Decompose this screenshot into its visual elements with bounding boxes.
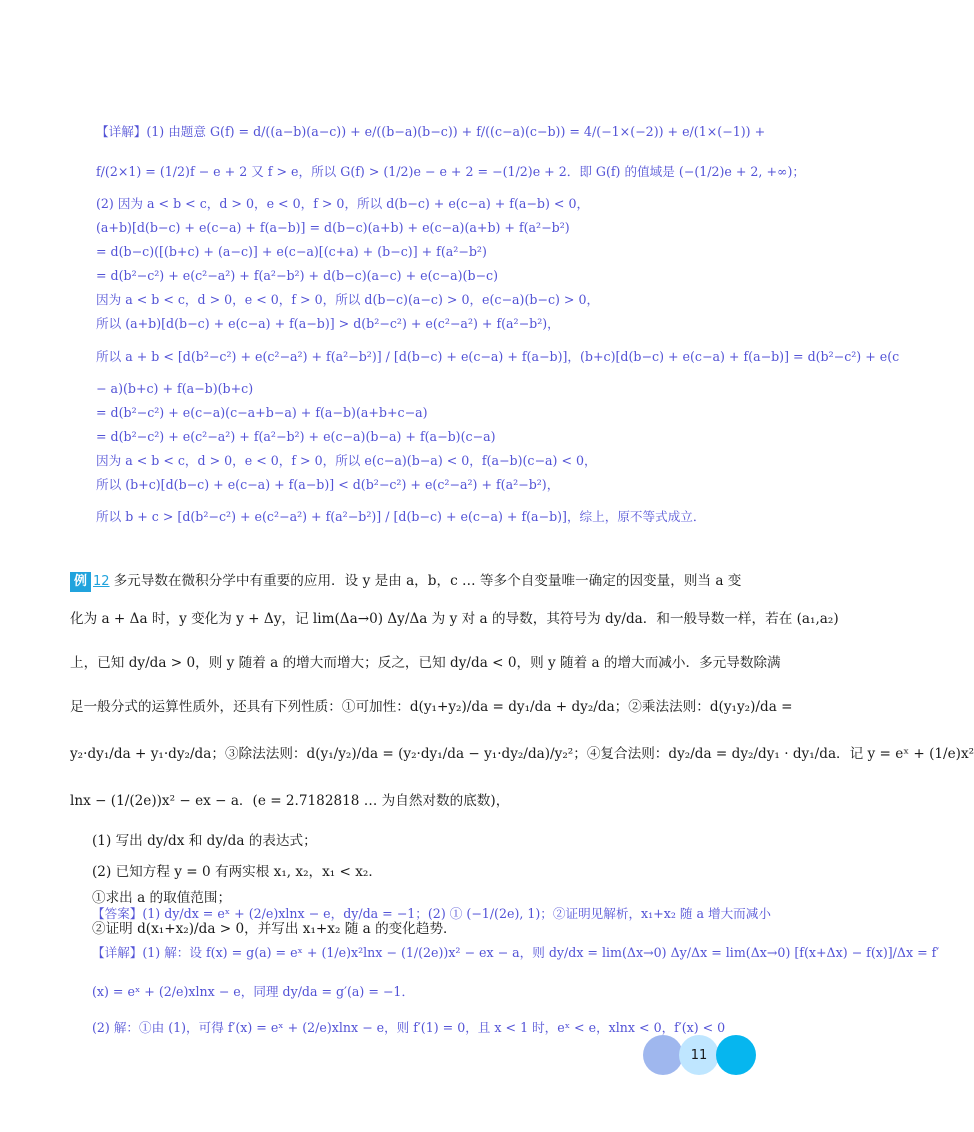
solution-line: 所以 b + c > [d(b²−c²) + e(c²−a²) + f(a²−b²)] / [d(b−c) + e(c−a) + f(a−b)]，综上，原不等式成立．: [96, 509, 706, 525]
page-deco-circle-left: [643, 1035, 683, 1075]
solution-line: 所以 a + b < [d(b²−c²) + e(c²−a²) + f(a²−b²)] / [d(b−c) + e(c−a) + f(a−b)]，(b+c)[d(b−c) + e(c−a) + f(a−b)] = d(b²−c²) + e(c: [96, 348, 900, 364]
page-deco-circle-right: [716, 1035, 756, 1075]
question-line: ②证明 d(x₁+x₂)/da > 0，并写出 x₁+x₂ 随 a 的变化趋势．: [92, 921, 457, 937]
solution-line: − a)(b+c) + f(a−b)(b+c): [96, 380, 254, 396]
example-line: 足一般分式的运算性质外，还具有下列性质：①可加性：d(y₁+y₂)/da = dy₁/da + dy₂/da；②乘法法则：d(y₁y₂)/da =: [70, 699, 793, 715]
example-text: 多元导数在微积分学中有重要的应用．设 y 是由 a，b，c … 等多个自变量唯一确定的因变量，则当 a 变: [113, 573, 742, 589]
example-line: [70, 565, 742, 597]
solution-line: (2) 解：①由 (1)，可得 f′(x) = eˣ + (2/e)xlnx − e，则 f′(1) = 0，且 x < 1 时，eˣ < e，xlnx < 0，f′(x) < 0: [92, 1020, 726, 1035]
example-number: 12: [93, 574, 110, 589]
solution-line: 【详解】(1) 由题意 G(f) = d/((a−b)(a−c)) + e/((b−a)(b−c)) + f/((c−a)(c−b)) = 4/(−1×(−2)) + e/(1×(−1)) +: [96, 124, 766, 139]
example-line: 化为 a + Δa 时，y 变化为 y + Δy，记 lim(Δa→0) Δy/Δa 为 y 对 a 的导数，其符号为 dy/da．和一般导数一样，若在 (a₁,a₂): [70, 611, 839, 627]
example-line: lnx − (1/(2e))x² − ex − a．(e = 2.7182818 … 为自然对数的底数)，: [70, 793, 510, 809]
page-number: 11: [679, 1035, 719, 1075]
solution-line: f/(2×1) = (1/2)f − e + 2 又 f > e，所以 G(f) > (1/2)e − e + 2 = −(1/2)e + 2．即 G(f) 的值域是 (−(1/2)e + 2, +∞)；: [96, 164, 805, 179]
example-line: y₂·dy₁/da + y₁·dy₂/da；③除法法则：d(y₁/y₂)/da = (y₂·dy₁/da − y₁·dy₂/da)/y₂²；④复合法则：dy₂/da = dy₂/dy₁ · dy₁/da．记 y = eˣ + (1/e)x²: [70, 746, 974, 762]
solution-top: [96, 112, 900, 537]
solution-line: (2) 因为 a < b < c，d > 0，e < 0，f > 0，所以 d(b−c) + e(c−a) + f(a−b) < 0，: [96, 196, 590, 211]
example-tag: 例: [70, 572, 91, 592]
question-line: (2) 已知方程 y = 0 有两实根 x₁, x₂，x₁ < x₂．: [92, 864, 382, 880]
example-line: 上，已知 dy/da > 0，则 y 随着 a 的增大而增大；反之，已知 dy/da < 0，则 y 随着 a 的增大而减小．多元导数除满: [70, 655, 781, 671]
solution-line: = d(b−c)([(b+c) + (a−c)] + e(c−a)[(c+a) + (b−c)] + f(a²−b²): [96, 244, 487, 260]
solution-line: 【详解】(1) 解：设 f(x) = g(a) = eˣ + (1/e)x²lnx − (1/(2e))x² − ex − a，则 dy/dx = lim(Δx→0) Δy/Δx = lim(Δx→0) [f(x+Δx) − f(x)]/Δx = f′: [92, 945, 940, 960]
answer-line: 【答案】(1) dy/dx = eˣ + (2/e)xlnx − e，dy/da = −1；(2) ① (−1/(2e), 1)；②证明见解析，x₁+x₂ 随 a 增大而减小: [92, 906, 771, 921]
solution-line: (x) = eˣ + (2/e)xlnx − e，同理 dy/da = g′(a) = −1．: [92, 984, 415, 999]
solution-bottom: [92, 896, 940, 1046]
example-problem: [70, 565, 974, 947]
question-line: (1) 写出 dy/dx 和 dy/da 的表达式；: [92, 833, 317, 849]
solution-line: 所以 (b+c)[d(b−c) + e(c−a) + f(a−b)] < d(b²−c²) + e(c²−a²) + f(a²−b²)，: [96, 476, 560, 492]
solution-line: = d(b²−c²) + e(c−a)(c−a+b−a) + f(a−b)(a+b+c−a): [96, 404, 428, 420]
solution-line: = d(b²−c²) + e(c²−a²) + f(a²−b²) + e(c−a)(b−a) + f(a−b)(c−a): [96, 428, 496, 444]
question-line: ①求出 a 的取值范围；: [92, 890, 232, 906]
solution-line: 因为 a < b < c，d > 0，e < 0，f > 0，所以 e(c−a)(b−a) < 0，f(a−b)(c−a) < 0，: [96, 452, 597, 468]
solution-line: (a+b)[d(b−c) + e(c−a) + f(a−b)] = d(b−c)(a+b) + e(c−a)(a+b) + f(a²−b²): [96, 220, 570, 236]
solution-line: = d(b²−c²) + e(c²−a²) + f(a²−b²) + d(b−c)(a−c) + e(c−a)(b−c): [96, 268, 499, 284]
solution-line: 所以 (a+b)[d(b−c) + e(c−a) + f(a−b)] > d(b²−c²) + e(c²−a²) + f(a²−b²)，: [96, 316, 560, 332]
solution-line: 因为 a < b < c，d > 0，e < 0，f > 0，所以 d(b−c)(a−c) > 0，e(c−a)(b−c) > 0，: [96, 292, 600, 308]
